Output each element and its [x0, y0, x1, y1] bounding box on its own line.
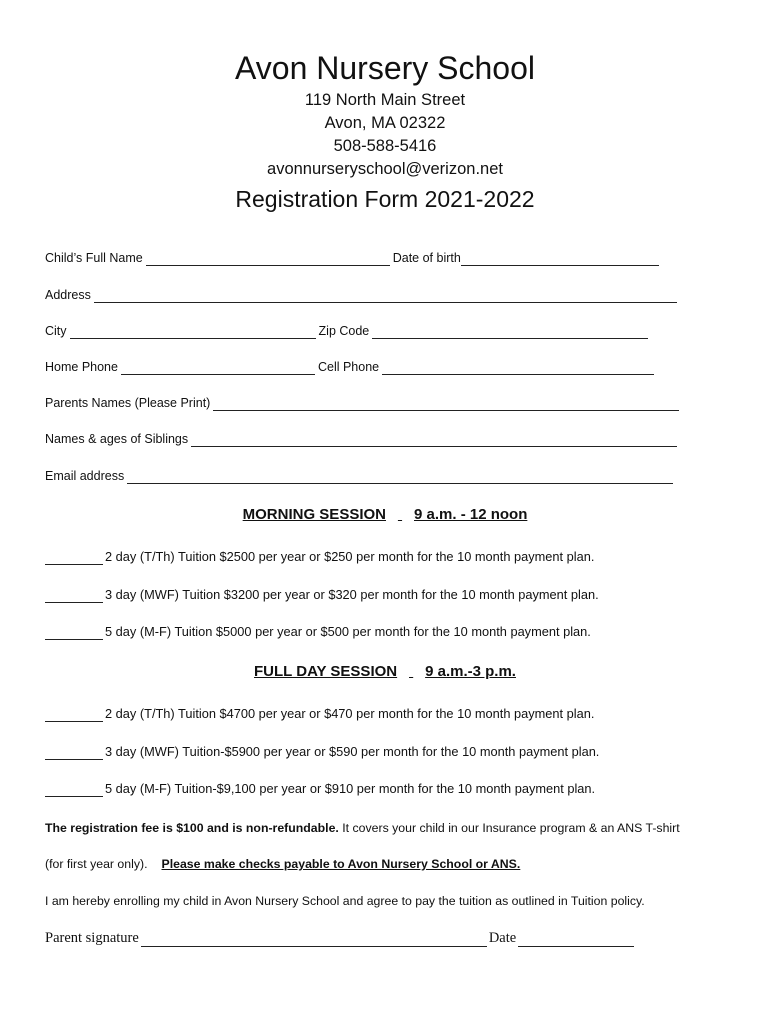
child-name-row — [45, 250, 662, 266]
morning-5day-checkline[interactable] — [45, 627, 103, 640]
morning-option-2day — [45, 549, 594, 565]
city-field[interactable] — [70, 326, 316, 339]
fullday-3day-text: 3 day (MWF) Tuition-$5900 per year or $590 per month for the 10 month payment plan. — [105, 744, 600, 759]
morning-option-3day — [45, 587, 599, 603]
city-label: City — [45, 324, 67, 338]
home-phone-field[interactable] — [121, 362, 315, 375]
home-phone-label: Home Phone — [45, 360, 118, 374]
siblings-row — [45, 431, 680, 447]
email-row — [45, 468, 676, 484]
morning-2day-checkline[interactable] — [45, 552, 103, 565]
morning-3day-text: 3 day (MWF) Tuition $3200 per year or $320 per month for the 10 month payment plan. — [105, 587, 599, 602]
enrollment-statement: I am hereby enrolling my child in Avon Nursery School and agree to pay the tuition as outlined in Tuition policy. — [45, 894, 645, 908]
signature-date-field[interactable] — [518, 932, 634, 947]
parents-row — [45, 395, 682, 411]
phone-row — [45, 359, 657, 375]
morning-2day-text: 2 day (T/Th) Tuition $2500 per year or $250 per month for the 10 month payment plan. — [105, 549, 595, 564]
zip-label: Zip Code — [318, 324, 370, 338]
fullday-5day-text: 5 day (M-F) Tuition-$9,100 per year or $910 per month for the 10 month payment plan. — [105, 781, 596, 796]
morning-session-heading — [0, 505, 770, 525]
school-name: Avon Nursery School — [235, 50, 535, 86]
first-year-text: (for first year only). — [45, 857, 148, 871]
form-title: Registration Form 2021-2022 — [235, 186, 535, 212]
zip-field[interactable] — [372, 326, 648, 339]
dob-field[interactable] — [461, 253, 659, 266]
address-field[interactable] — [94, 290, 677, 303]
email-field[interactable] — [127, 471, 673, 484]
cell-phone-label: Cell Phone — [317, 360, 380, 374]
school-street: 119 North Main Street — [304, 91, 466, 109]
signature-date-label: Date — [488, 930, 517, 946]
fullday-2day-checkline[interactable] — [45, 709, 103, 722]
fullday-session-time: 9 a.m.-3 p.m. — [425, 663, 516, 680]
school-email: avonnurseryschool@verizon.net — [267, 160, 503, 178]
siblings-field[interactable] — [191, 434, 677, 447]
email-label: Email address — [45, 469, 125, 483]
signature-row — [45, 929, 636, 947]
fullday-option-2day — [45, 706, 594, 722]
cell-phone-field[interactable] — [382, 362, 654, 375]
checks-payable-text: Please make checks payable to Avon Nursery School or ANS. — [161, 857, 521, 871]
school-phone: 508-588-5416 — [333, 137, 437, 155]
fullday-option-5day — [45, 781, 595, 797]
checks-note — [45, 856, 520, 872]
address-row — [45, 287, 680, 303]
morning-option-5day — [45, 624, 591, 640]
parent-signature-label: Parent signature — [45, 930, 139, 946]
registration-fee-note — [45, 820, 680, 836]
city-zip-row — [45, 323, 651, 339]
fullday-5day-checkline[interactable] — [45, 784, 103, 797]
fullday-session-heading — [0, 662, 770, 682]
child-name-field[interactable] — [146, 253, 390, 266]
school-city-state-zip: Avon, MA 02322 — [324, 114, 446, 132]
parent-signature-field[interactable] — [141, 932, 487, 947]
morning-session-time: 9 a.m. - 12 noon — [414, 506, 528, 523]
morning-3day-checkline[interactable] — [45, 590, 103, 603]
parents-field[interactable] — [213, 398, 679, 411]
fullday-option-3day — [45, 744, 599, 760]
fullday-session-title: FULL DAY SESSION — [254, 663, 398, 680]
address-label: Address — [45, 288, 91, 302]
fullday-3day-checkline[interactable] — [45, 747, 103, 760]
child-name-label: Child’s Full Name — [45, 251, 143, 265]
parents-label: Parents Names (Please Print) — [45, 396, 211, 410]
morning-session-title: MORNING SESSION — [242, 506, 386, 523]
siblings-label: Names & ages of Siblings — [45, 432, 189, 446]
fee-bold-text: The registration fee is $100 and is non-refundable. — [45, 821, 339, 835]
fee-rest-text: It covers your child in our Insurance program & an ANS T-shirt — [338, 821, 680, 835]
morning-5day-text: 5 day (M-F) Tuition $5000 per year or $500 per month for the 10 month payment plan. — [105, 624, 591, 639]
fullday-2day-text: 2 day (T/Th) Tuition $4700 per year or $470 per month for the 10 month payment plan. — [105, 706, 595, 721]
dob-label: Date of birth — [392, 251, 461, 265]
